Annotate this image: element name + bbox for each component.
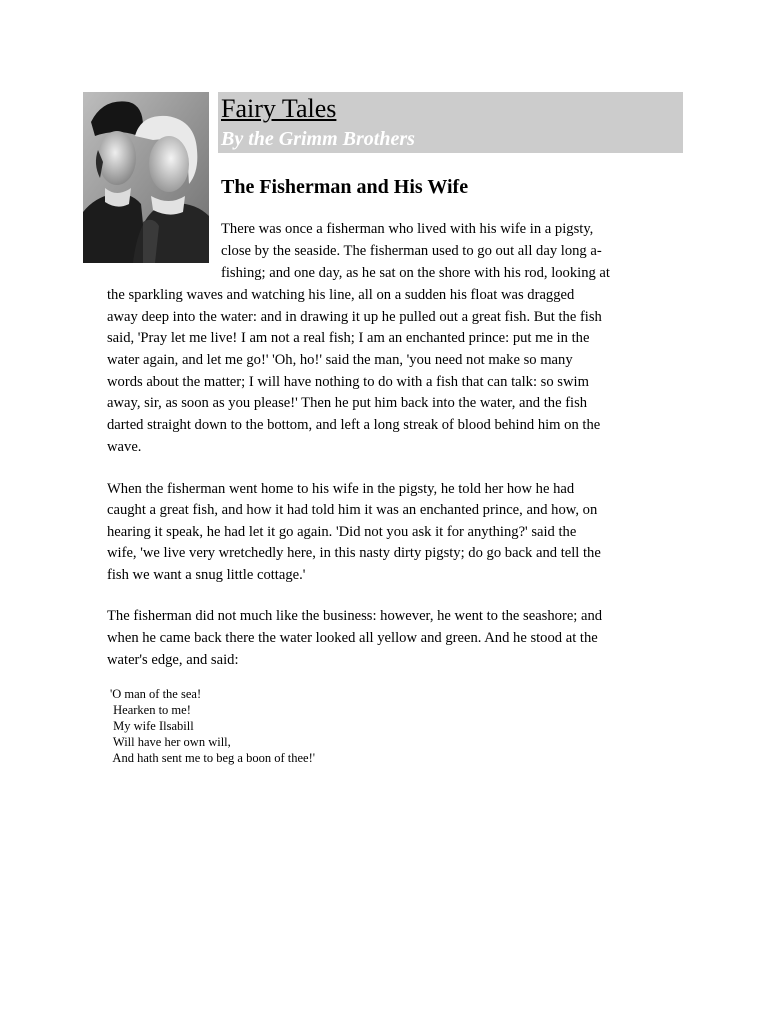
text-line: wife, 'we live very wretchedly here, in this nasty dirty pigsty; do go back and tell the bbox=[107, 545, 601, 561]
text-line: fish we want a snug little cottage.' bbox=[107, 567, 306, 583]
text-line: water's edge, and said: bbox=[107, 652, 239, 668]
text-line: caught a great fish, and how it had told him it was an enchanted prince, and how, on bbox=[107, 502, 598, 518]
text-line: away deep into the water: and in drawing it up he pulled out a great fish. But the fish bbox=[107, 309, 602, 325]
verse-line: Hearken to me! bbox=[110, 703, 191, 717]
text-line: The fisherman did not much like the business: however, he went to the seashore; and bbox=[107, 608, 603, 624]
text-line: said, 'Pray let me live! I am not a real fish; I am an enchanted prince: put me in the bbox=[107, 330, 590, 346]
verse-line: My wife Ilsabill bbox=[110, 719, 194, 733]
text-line: water again, and let me go!' 'Oh, ho!' said the man, 'you need not make so many bbox=[107, 352, 573, 368]
text-line: darted straight down to the bottom, and left a long streak of blood behind him on the bbox=[107, 417, 601, 433]
verse-line: And hath sent me to beg a boon of thee!' bbox=[110, 751, 315, 765]
text-line: away, sir, as soon as you please!' Then he put him back into the water, and the fish bbox=[107, 395, 588, 411]
text-line: words about the matter; I will have nothing to do with a fish that can talk: so swim bbox=[107, 374, 589, 390]
book-title: Fairy Tales bbox=[221, 94, 337, 123]
text-line: when he came back there the water looked all yellow and green. And he stood at the bbox=[107, 630, 598, 646]
grimm-brothers-portrait bbox=[83, 92, 209, 263]
text-line: fishing; and one day, as he sat on the shore with his rod, looking at bbox=[221, 265, 610, 281]
book-subtitle: By the Grimm Brothers bbox=[221, 128, 415, 150]
text-line: hearing it speak, he had let it go again. 'Did not you ask it for anything?' said the bbox=[107, 524, 577, 540]
story-title: The Fisherman and His Wife bbox=[221, 176, 469, 198]
text-line: wave. bbox=[107, 439, 142, 455]
text-line: the sparkling waves and watching his line, all on a sudden his float was dragged bbox=[107, 287, 575, 303]
verse-line: Will have her own will, bbox=[110, 735, 231, 749]
verse-line: 'O man of the sea! bbox=[110, 687, 202, 701]
text-line: When the fisherman went home to his wife in the pigsty, he told her how he had bbox=[107, 481, 575, 497]
text-line: close by the seaside. The fisherman used to go out all day long a- bbox=[221, 243, 602, 259]
portrait-engraving bbox=[83, 92, 209, 263]
text-line: There was once a fisherman who lived with his wife in a pigsty, bbox=[221, 221, 594, 237]
